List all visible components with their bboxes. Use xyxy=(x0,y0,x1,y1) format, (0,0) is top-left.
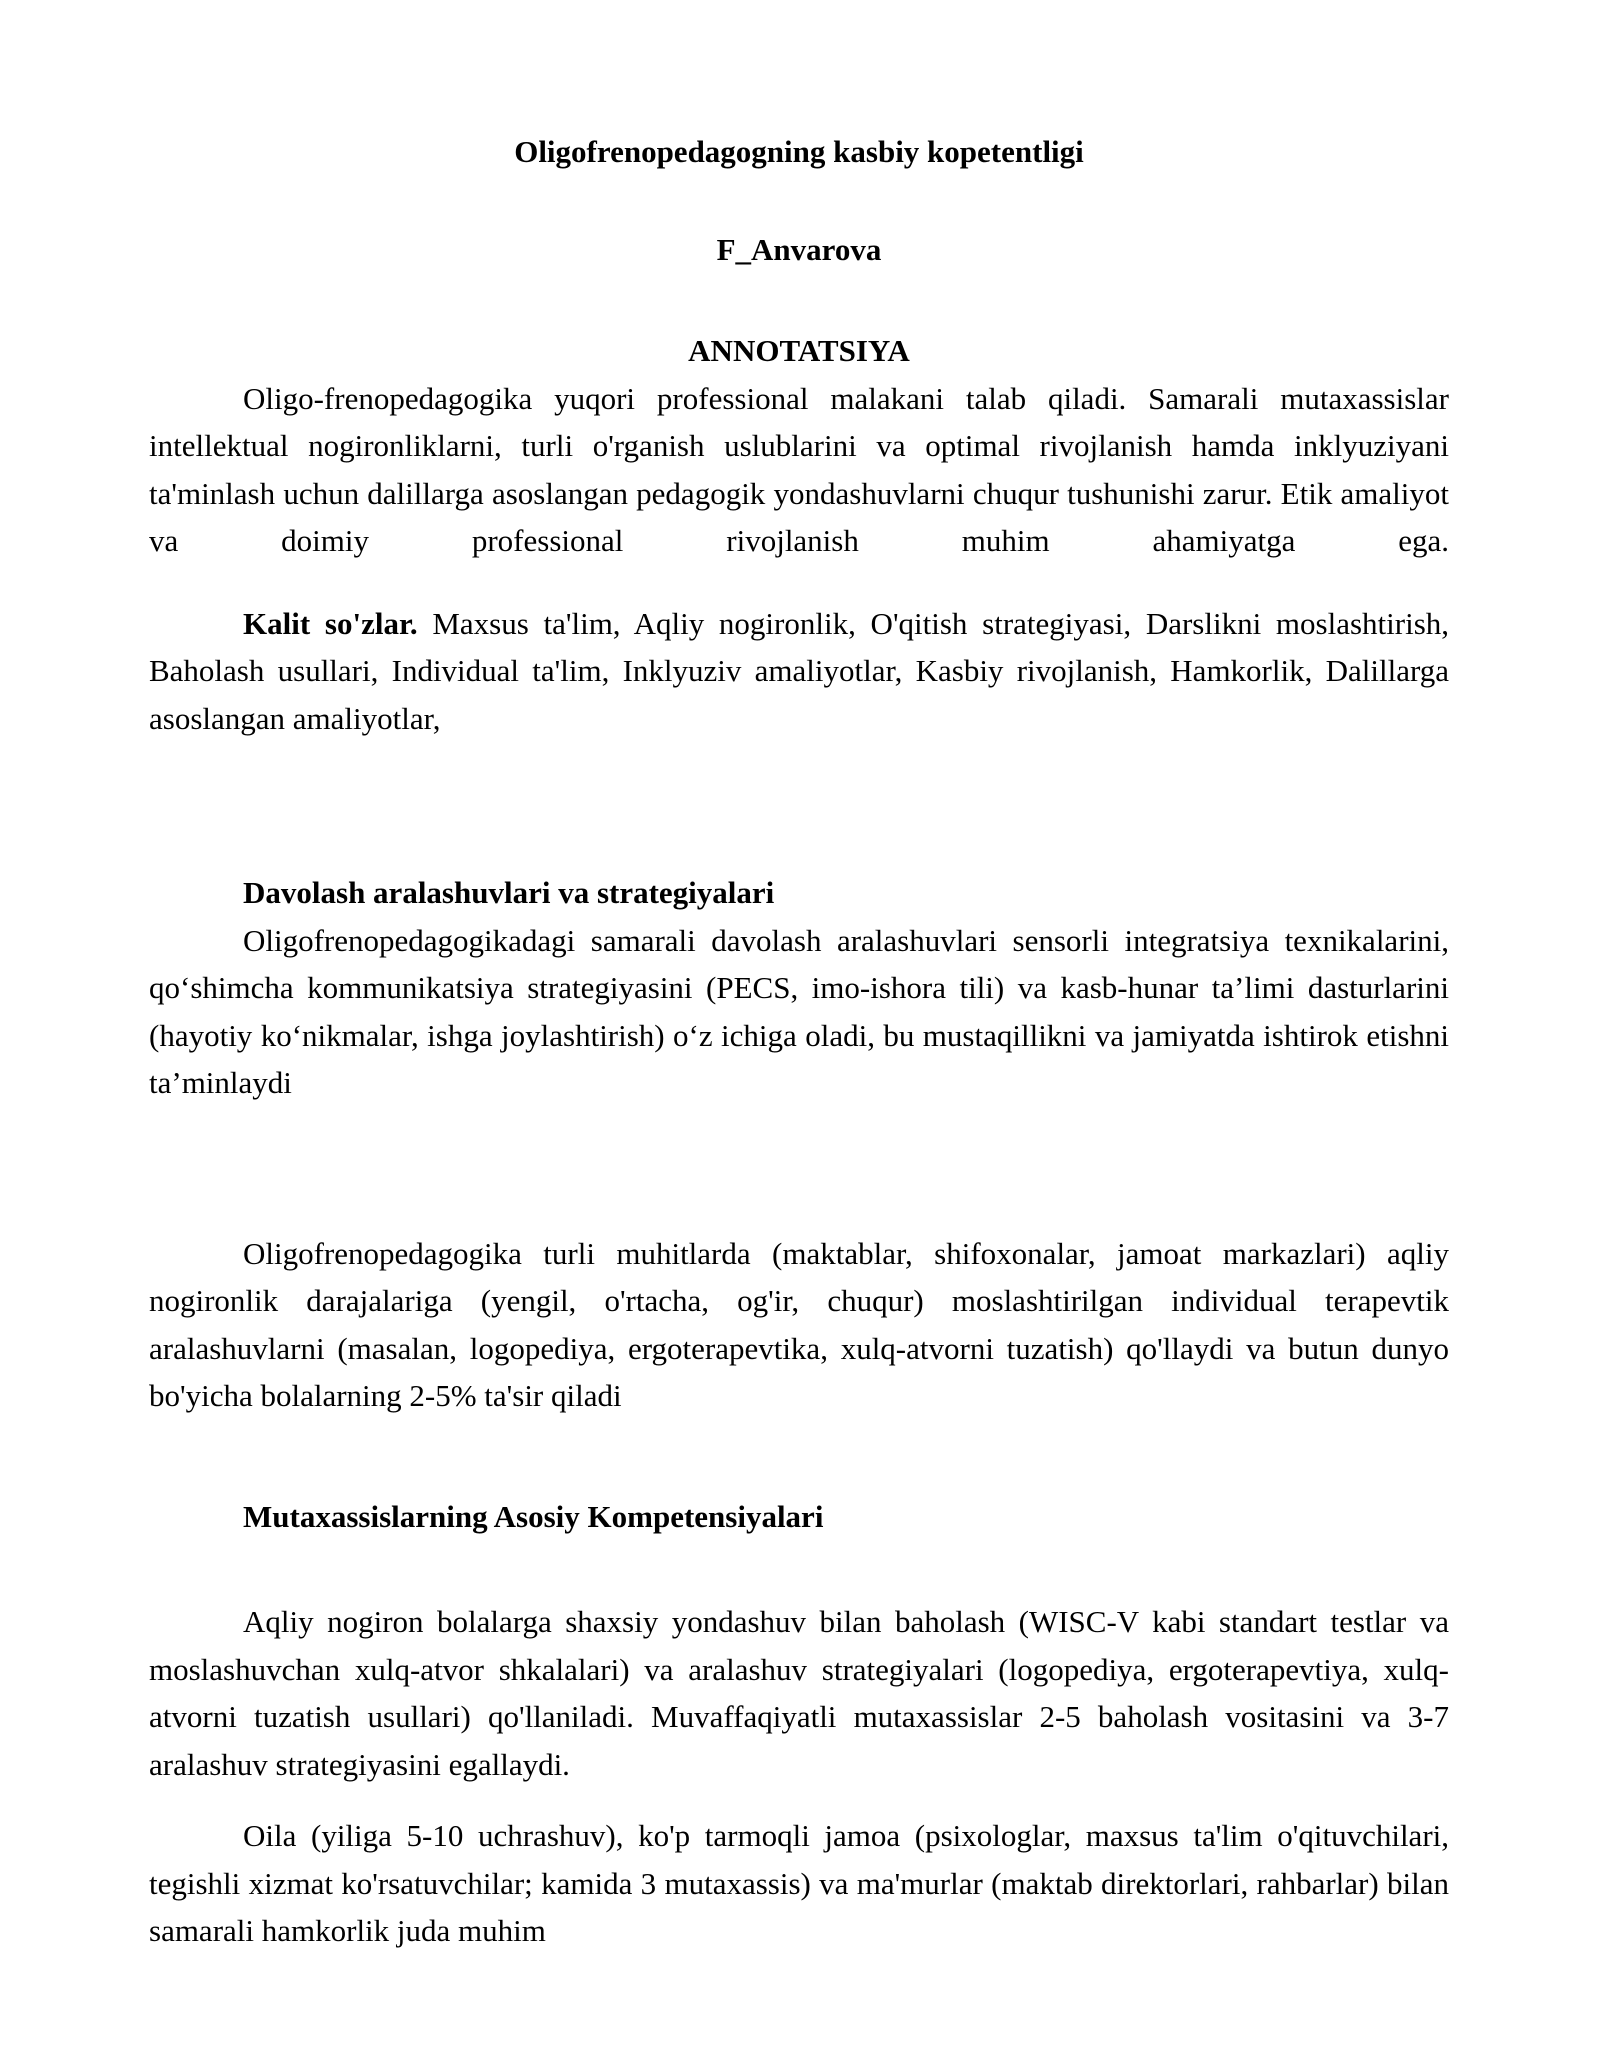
annotation-paragraph: Oligo-frenopedagogika yuqori professional malakani talab qiladi. Samarali mutaxassislar intellektual nogironliklarni, turli o'rganish uslublarini va optimal rivojlanish hamda inklyuziyani ta'minlash uchun dalillarga asoslangan pedagogik yondashuvlarni chuqur tushunishi zarur. Etik amaliyot va doimiy professional rivojlanish muhim ahamiyatga ega. xyxy=(149,380,1449,558)
section-paragraph: Oligofrenopedagogika turli muhitlarda (maktablar, shifoxonalar, jamoat markazlari) aqliy nogironlik darajalariga (yengil, o'rtacha, og'ir, chuqur) moslashtirilgan individual terapevtik aralashuvlarni (masalan, logopediya, ergoterapevtika, xulq-atvorni tuzatish) qo'llaydi va butun dunyo bo'yicha bolalarning 2-5% ta'sir qiladi xyxy=(149,1235,1449,1413)
annotation-heading: ANNOTATSIYA xyxy=(688,333,910,368)
section-paragraph: Oila (yiliga 5-10 uchrashuv), ko'p tarmoqli jamoa (psixologlar, maxsus ta'lim o'qituvchilari, tegishli xizmat ko'rsatuvchilar; kamida 3 mutaxassis) va ma'murlar (maktab direktorlari, rahbarlar) bilan samarali hamkorlik juda muhim xyxy=(149,1818,1449,1948)
section-paragraph: Aqliy nogiron bolalarga shaxsiy yondashuv bilan baholash (WISC-V kabi standart testlar va moslashuvchan xulq-atvor shkalalari) va aralashuv strategiyalari (logopediya, ergoterapevtiya, xulq-atvorni tuzatish usullari) qo'llaniladi. Muvaffaqiyatli mutaxassislar 2-5 baholash vositasini va 3-7 aralashuv strategiyasini egallaydi. xyxy=(149,1604,1449,1782)
keywords-paragraph xyxy=(149,600,1449,743)
section-heading-competencies: Mutaxassislarning Asosiy Kompetensiyalari xyxy=(243,1498,824,1534)
document-author: F_Anvarova xyxy=(716,231,882,267)
section-heading-treatment: Davolash aralashuvlari va strategiyalari xyxy=(243,875,775,910)
section-paragraph: Oligofrenopedagogikadagi samarali davolash aralashuvlari sensorli integratsiya texnikalarini, qo‘shimcha kommunikatsiya strategiyasini (PECS, imo-ishora tili) va kasb-hunar ta’limi dasturlarini (hayotiy ko‘nikmalar, ishga joylashtirish) o‘z ichiga oladi, bu mustaqillikni va jamiyatda ishtirok etishni ta’minlaydi xyxy=(149,922,1449,1100)
keywords-label: Kalit so'zlar. xyxy=(243,605,418,641)
document-title: Oligofrenopedagogning kasbiy kopetentligi xyxy=(514,134,1084,169)
keywords-list: Maxsus ta'lim, Aqliy nogironlik, O'qitish strategiyasi, Darslikni moslashtirish, Baholash usullari, Individual ta'lim, Inklyuziv amaliyotlar, Kasbiy rivojlanish, Hamkorlik, Dalillarga asoslangan amaliyotlar, xyxy=(149,605,1450,736)
